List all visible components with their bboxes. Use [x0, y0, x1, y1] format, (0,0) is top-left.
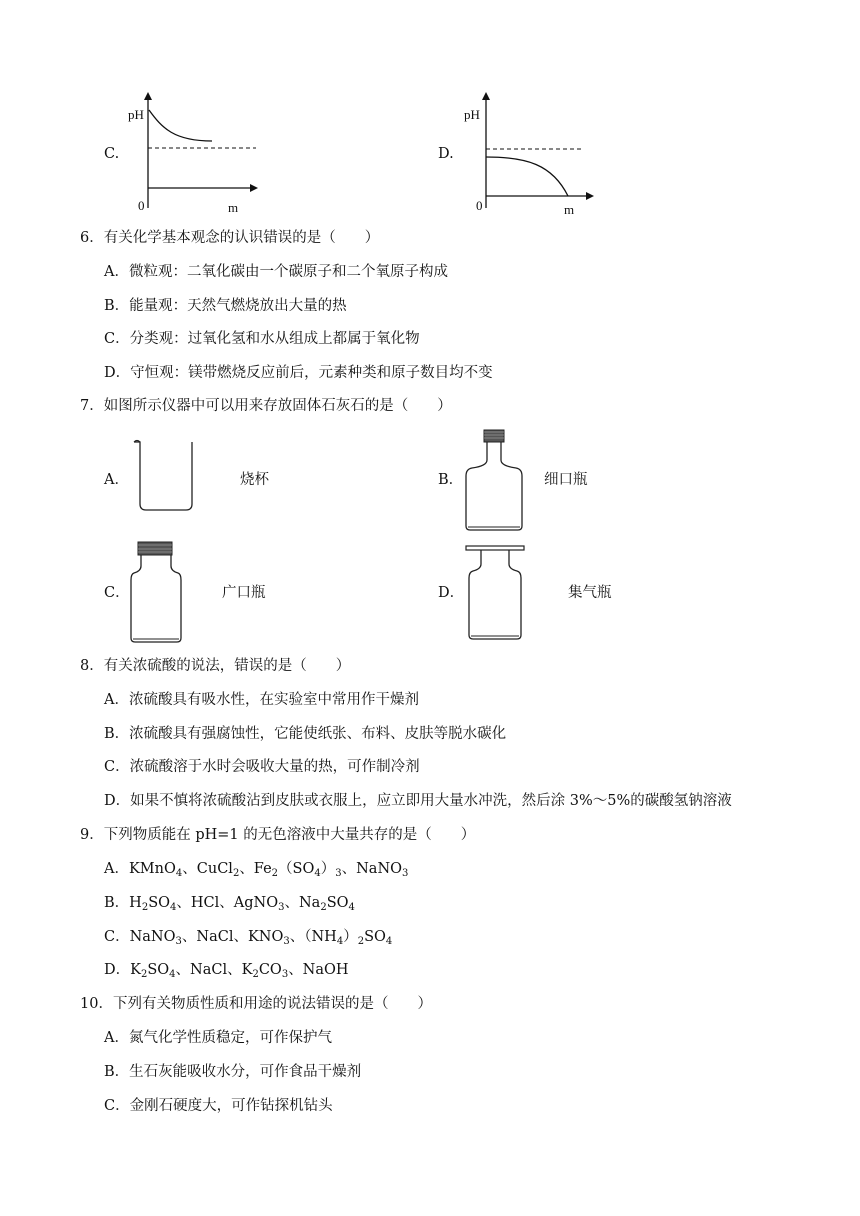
y-axis-label: pH — [128, 107, 144, 122]
origin-label: 0 — [138, 198, 145, 213]
question-6-option-d: D．守恒观：镁带燃烧反应前后，元素种类和原子数目均不变 — [104, 365, 493, 381]
ph-graph-d — [464, 92, 604, 220]
y-axis-label: pH — [464, 107, 480, 122]
question-7-option-a: A． — [104, 472, 129, 488]
question-7-option-b: B． — [438, 472, 464, 488]
gas-collecting-bottle-icon — [464, 544, 526, 644]
narrow-mouth-bottle-icon — [462, 428, 526, 534]
question-8-option-b: B．浓硫酸具有强腐蚀性，它能使纸张、布料、皮肤等脱水碳化 — [104, 726, 507, 742]
question-7-name-a: 烧杯 — [240, 472, 269, 488]
question-7-option-c: C． — [104, 585, 130, 601]
x-axis-label: m — [564, 202, 575, 217]
question-10-stem: 10．下列有关物质性质和用途的说法错误的是（ ） — [80, 996, 432, 1012]
option-d-label: D. — [438, 146, 454, 162]
question-9-option-d: D．$K_2SO_4$、NaCl、$K_2CO_3$、NaOH — [104, 962, 349, 980]
question-6-option-c: C．分类观：过氧化氢和水从组成上都属于氧化物 — [104, 331, 420, 347]
question-8-option-c: C．浓硫酸溶于水时会吸收大量的热，可作制冷剂 — [104, 759, 420, 775]
question-8-option-a: A．浓硫酸具有吸水性，在实验室中常用作干燥剂 — [104, 692, 419, 708]
question-8-option-d: D．如果不慎将浓硫酸沾到皮肤或衣服上，应立即用大量水冲洗，然后涂 3%～5%的碳酸氢钠溶液 — [104, 793, 732, 809]
question-9-option-a: A．KMnO$_4$、CuCl$_2$、$Fe_2(SO_4)_3$、NaNO$_3$ — [104, 861, 409, 879]
beaker-icon — [126, 440, 206, 516]
question-7-name-b: 细口瓶 — [544, 472, 588, 488]
ph-graph-c — [128, 92, 268, 220]
question-9-option-b: B．$H_2SO_4$、HCl、AgNO$_3$、$Na_2SO_4$ — [104, 895, 355, 913]
question-6-stem: 6．有关化学基本观念的认识错误的是（ ） — [80, 230, 380, 246]
origin-label: 0 — [476, 198, 483, 213]
question-7-name-c: 广口瓶 — [222, 585, 266, 601]
x-axis-label: m — [228, 200, 239, 215]
wide-mouth-bottle-icon — [128, 540, 184, 646]
question-7-name-d: 集气瓶 — [568, 585, 612, 601]
question-10-option-c: C．金刚石硬度大，可作钻探机钻头 — [104, 1098, 333, 1114]
question-10-option-b: B．生石灰能吸收水分，可作食品干燥剂 — [104, 1064, 362, 1080]
option-c-label: C. — [104, 146, 120, 162]
question-9-stem: 9．下列物质能在 pH=1 的无色溶液中大量共存的是（ ） — [80, 827, 476, 843]
question-6-option-a: A．微粒观：二氧化碳由一个碳原子和二个氧原子构成 — [104, 264, 448, 280]
question-9-option-c: C．NaNO$_3$、NaCl、$KNO_3$、$(NH_4)_2SO_4$ — [104, 929, 393, 947]
question-7-option-d: D． — [438, 585, 465, 601]
question-7-stem: 7．如图所示仪器中可以用来存放固体石灰石的是（ ） — [80, 398, 452, 414]
question-10-option-a: A．氮气化学性质稳定，可作保护气 — [104, 1030, 332, 1046]
question-8-stem: 8．有关浓硫酸的说法，错误的是（ ） — [80, 658, 351, 674]
question-6-option-b: B．能量观：天然气燃烧放出大量的热 — [104, 298, 347, 314]
